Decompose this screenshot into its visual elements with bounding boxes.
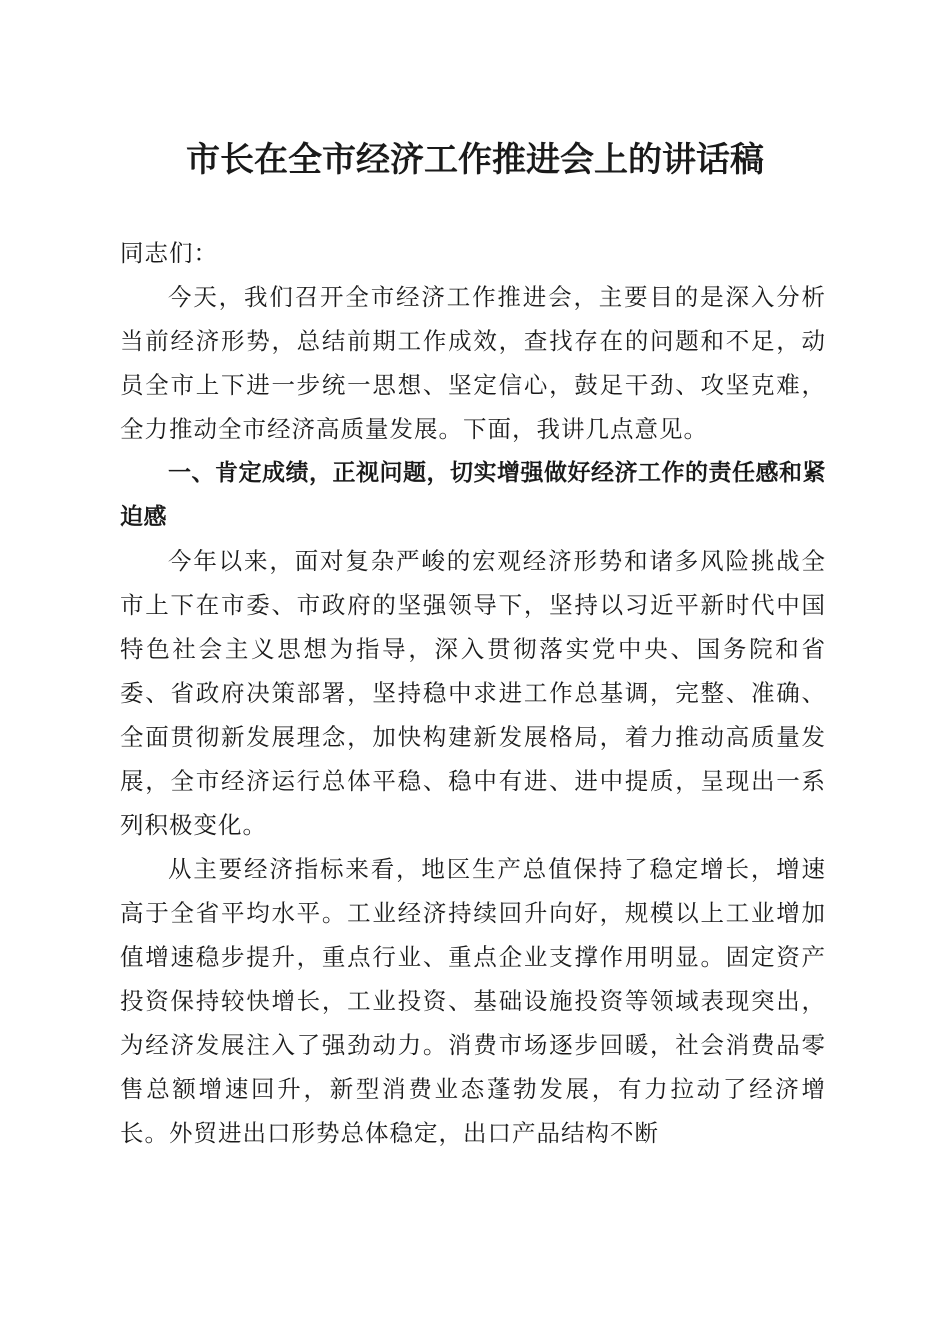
paragraph-indicators: 从主要经济指标来看，地区生产总值保持了稳定增长，增速高于全省平均水平。工业经济持续回升向好，规模以上工业增加值增速稳步提升，重点行业、重点企业支撑作用明显。固定资产投资保持较快增长，工业投资、基础设施投资等领域表现突出，为经济发展注入了强劲动力。消费市场逐步回暖，社会消费品零售总额增速回升，新型消费业态蓬勃发展，有力拉动了经济增长。外贸进出口形势总体稳定，出口产品结构不断 — [120, 855, 826, 1147]
document-body — [120, 231, 826, 1155]
paragraph-achievements: 今年以来，面对复杂严峻的宏观经济形势和诸多风险挑战全市上下在市委、市政府的坚强领导下，坚持以习近平新时代中国特色社会主义思想为指导，深入贯彻落实党中央、国务院和省委、省政府决策部署，坚持稳中求进工作总基调，完整、准确、全面贯彻新发展理念，加快构建新发展格局，着力推动高质量发展，全市经济运行总体平稳、稳中有进、进中提质，呈现出一系列积极变化。 — [120, 547, 826, 839]
document-title: 市长在全市经济工作推进会上的讲话稿 — [186, 140, 764, 180]
section-heading-1: 一、肯定成绩，正视问题，切实增强做好经济工作的责任感和紧迫感 — [120, 460, 826, 530]
salutation: 同志们： — [120, 239, 218, 267]
paragraph-intro: 今天，我们召开全市经济工作推进会，主要目的是深入分析当前经济形势，总结前期工作成效，查找存在的问题和不足，动员全市上下进一步统一思想、坚定信心，鼓足干劲、攻坚克难，全力推动全市经济高质量发展。下面，我讲几点意见。 — [120, 283, 826, 443]
